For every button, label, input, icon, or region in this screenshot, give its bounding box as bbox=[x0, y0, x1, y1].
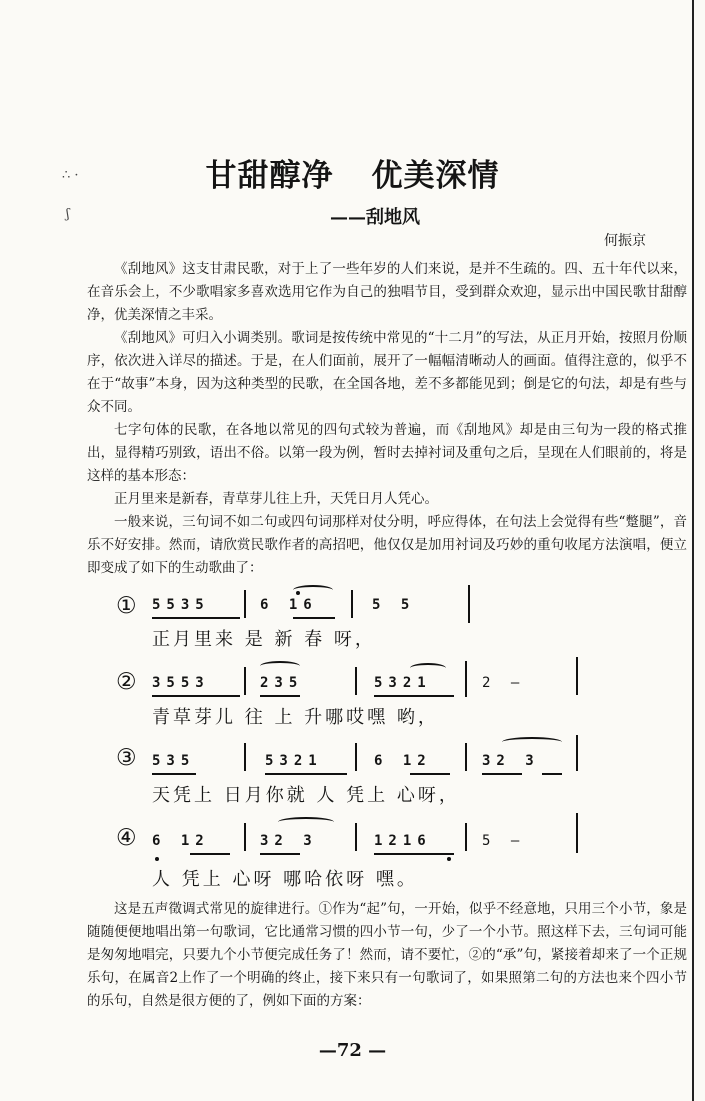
bar-line bbox=[351, 590, 353, 618]
bar-line bbox=[244, 590, 246, 618]
article-title bbox=[0, 150, 705, 195]
phrase-number: ④ bbox=[116, 825, 137, 851]
phrase-number: ② bbox=[116, 669, 137, 695]
score-notes: 6 16 bbox=[260, 597, 318, 613]
bar-line bbox=[244, 743, 246, 771]
page-number: —72 — bbox=[318, 1040, 387, 1061]
score-notes: 5 5 bbox=[372, 597, 416, 613]
print-speck: ʃ bbox=[66, 207, 70, 222]
beat-underline bbox=[482, 773, 522, 775]
bar-line bbox=[465, 743, 467, 771]
bar-line bbox=[355, 823, 357, 851]
slur-mark bbox=[410, 663, 446, 673]
beat-underline bbox=[374, 853, 454, 855]
beat-underline bbox=[265, 773, 347, 775]
bar-line bbox=[576, 735, 578, 771]
beat-underline bbox=[542, 773, 562, 775]
score-notes: 3553 bbox=[152, 675, 210, 691]
score-lyric: 正月里来 是 新 春 呀， bbox=[152, 629, 376, 650]
bar-line bbox=[244, 823, 246, 851]
beat-underline bbox=[190, 853, 230, 855]
slur-mark bbox=[502, 737, 562, 747]
paragraph-6: 这是五声徵调式常见的旋律进行。①作为“起”句，一开始，似乎不经意地，只用三个小节，象是随随便便地唱出第一句歌词，它比通常习惯的四小节一句，少了一个小节。照这样下去，三句词可能是匆匆地唱完，只要九个小节便完成任务了！然而，请不要忙，②的“承”句，紧接着却来了一个正规乐句，在属音2上作了一个明确的终止，接下来只有一句歌词了，如果照第二句的方法也来个四小节的乐句，自然是很方便的了，例如下面的方案： bbox=[87, 901, 687, 1009]
octave-dot bbox=[296, 591, 300, 595]
score-notes: 2 – bbox=[482, 675, 526, 691]
analysis-text bbox=[87, 898, 687, 1013]
paragraph-3: 七字句体的民歌，在各地以常见的四句式较为普遍，而《刮地风》却是由三句为一段的格式推出，显得精巧别致，语出不俗。以第一段为例，暂时去掉衬词及重句之后，呈现在人们眼前的，将是这样的基本形态： bbox=[87, 422, 687, 484]
slur-mark bbox=[278, 817, 334, 827]
score-notes: 5321 bbox=[374, 675, 432, 691]
score-lyric: 人 凭上 心呀 哪哈依呀 嘿。 bbox=[152, 869, 418, 890]
bar-line bbox=[465, 661, 467, 697]
bar-line bbox=[355, 743, 357, 771]
beat-underline bbox=[152, 695, 240, 697]
paragraph-2: 《刮地风》可归入小调类别。歌词是按传统中常见的“十二月”的写法，从正月开始，按照月份顺序，依次进入详尽的描述。于是，在人们面前，展开了一幅幅清晰动人的画面。值得注意的，似乎不在于“故事”本身，因为这种类型的民歌，在全国各地，差不多都能见到；倒是它的句法，却是有些与众不同。 bbox=[87, 330, 687, 415]
score-notes: 32 3 bbox=[260, 833, 318, 849]
score-notes: 6 12 bbox=[152, 833, 210, 849]
beat-underline bbox=[374, 695, 454, 697]
beat-underline bbox=[260, 853, 300, 855]
beat-underline bbox=[410, 773, 450, 775]
title-part-a: 甘甜醇净 bbox=[205, 158, 334, 194]
phrase-number: ③ bbox=[116, 745, 137, 771]
title-part-b: 优美深情 bbox=[371, 158, 500, 194]
bar-line bbox=[244, 667, 246, 695]
beat-underline bbox=[152, 773, 196, 775]
paragraph-1: 《刮地风》这支甘肃民歌，对于上了一些年岁的人们来说，是并不生疏的。四、五十年代以来，在音乐会上，不少歌唱家多喜欢选用它作为自己的独唱节目，受到群众欢迎，显示出中国民歌甘甜醇净，优美深情之丰采。 bbox=[87, 261, 687, 323]
score-notes: 5535 bbox=[152, 597, 210, 613]
bar-line bbox=[468, 585, 470, 623]
beat-underline bbox=[293, 617, 335, 619]
phrase-number: ① bbox=[116, 593, 137, 619]
score-notes: 535 bbox=[152, 753, 196, 769]
score-notes: 5321 bbox=[265, 753, 323, 769]
beat-underline bbox=[152, 617, 240, 619]
bar-line bbox=[355, 667, 357, 695]
slur-mark bbox=[260, 661, 300, 671]
article-subtitle: ——刮地风 bbox=[330, 207, 420, 228]
score-lyric: 天凭上 日月你就 人 凭上 心呀， bbox=[152, 785, 460, 806]
score-notes: 32 3 bbox=[482, 753, 540, 769]
score-notes: 5 – bbox=[482, 833, 526, 849]
intro-text bbox=[87, 258, 687, 580]
score-notes: 1216 bbox=[374, 833, 432, 849]
bar-line bbox=[576, 657, 578, 695]
bar-line bbox=[576, 813, 578, 853]
octave-dot bbox=[447, 857, 451, 861]
print-speck: ∴ · bbox=[62, 168, 79, 183]
bar-line bbox=[465, 823, 467, 851]
score-lyric: 青草芽儿 往 上 升哪哎嘿 哟， bbox=[152, 707, 439, 728]
score-notes: 235 bbox=[260, 675, 304, 691]
paragraph-5: 一般来说，三句词不如二句或四句词那样对仗分明，呼应得体，在句法上会觉得有些“蹩腿”，音乐不好安排。然而，请欣赏民歌作者的高招吧，他仅仅是加用衬词及巧妙的重句收尾方法演唱，便立即变成了如下的生动歌曲了： bbox=[87, 514, 687, 576]
beat-underline bbox=[260, 695, 300, 697]
music-score bbox=[110, 585, 610, 895]
octave-dot bbox=[155, 857, 159, 861]
paragraph-4: 正月里来是新春，青草芽儿往上升，天凭日月人凭心。 bbox=[114, 491, 438, 507]
author-name: 何振京 bbox=[604, 233, 646, 249]
score-notes: 6 12 bbox=[374, 753, 432, 769]
